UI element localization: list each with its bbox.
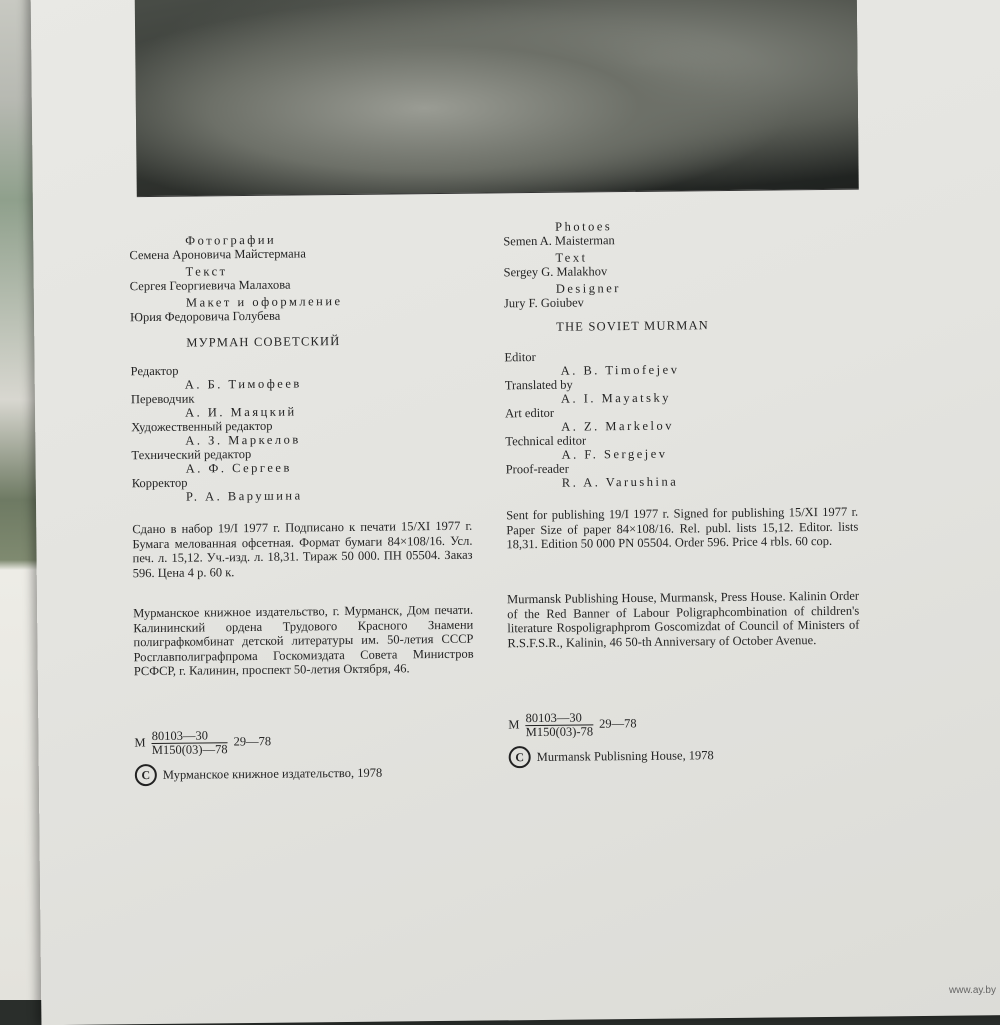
en-book-title: THE SOVIET MURMAN [556, 318, 710, 334]
ru-book-title: МУРМАН СОВЕТСКИЙ [186, 334, 341, 350]
copyright-icon: C [509, 746, 531, 768]
ru-code-prefix: М [134, 735, 146, 750]
en-photos-name: Semen A. Maisterman [503, 233, 615, 249]
en-text-name: Sergey G. Malakhov [503, 264, 608, 280]
en-credit-name: A. F. Sergejev [561, 446, 668, 462]
en-code-bottom: M150(03)-78 [525, 724, 594, 740]
ru-code-fraction [152, 729, 228, 757]
ru-publisher-info: Мурманское книжное издательство, г. Мурманск, Дом печати. Калининский ордена Трудового Красного Знамени полиграфкомбинат детской литературы им. 50-летия СССР Росглавполиграфпрома Госкомиздата Совета Министров РСФСР, г. Калинин, проспект 50-летия Октября, 46. [133, 602, 474, 679]
watermark: www.ay.by [948, 985, 996, 996]
en-credit-role: Translated by [504, 377, 573, 393]
copyright-icon: C [135, 764, 157, 786]
en-designer-heading: Designer [555, 281, 621, 296]
ru-photos-name: Семена Ароновича Майстермана [129, 246, 306, 263]
ru-code-suffix: 29—78 [233, 734, 272, 749]
ru-credit-role: Редактор [130, 363, 179, 379]
ru-copyright [135, 762, 383, 787]
ru-layout-name: Юрия Федоровича Голубева [129, 308, 281, 325]
en-credit-role: Technical editor [505, 433, 587, 449]
ru-catalog-code [134, 729, 271, 757]
ru-credit-name: А. З. Маркелов [185, 432, 301, 448]
ru-copyright-text: Мурманское книжное издательство, 1978 [162, 765, 383, 782]
en-photos-heading: Photoes [555, 219, 613, 234]
ru-credit-role: Переводчик [130, 391, 195, 407]
en-credit-name: A. I. Mayatsky [560, 390, 672, 406]
en-publisher-info: Murmansk Publishing House, Murmansk, Press House. Kalinin Order of the Red Banner of Labour Poligraphcombination of children's literature Rospoligraphprom Goscomizdat of Council of Ministers of R.S.F.S.R., Kalinin, 46 50-th Anniversary of October Avenue. [506, 588, 860, 650]
ru-photos-heading: Фотографии [185, 232, 277, 248]
en-credit-name: A. Z. Markelov [561, 418, 675, 434]
english-column [503, 216, 933, 764]
ru-credit-name: А. Ф. Сергеев [185, 460, 292, 476]
ru-text-heading: Текст [185, 264, 228, 279]
en-designer-name: Jury F. Goiubev [503, 295, 584, 311]
en-credit-name: A. B. Timofejev [560, 362, 680, 378]
en-credit-name: R. A. Varushina [561, 474, 679, 490]
ru-text-name: Сергея Георгиевича Малахова [129, 277, 291, 294]
en-text-heading: Text [555, 250, 588, 265]
en-code-prefix: M [508, 717, 520, 732]
rock-photograph [135, 0, 859, 197]
en-print-info: Sent for publishing 19/I 1977 r. Signed for publishing 15/XI 1977 r. Paper Size of paper 84×108/16. Rel. publ. lists 15,12. Editor. lists 18,31. Edition 50 000 PN 05504. Order 596. Price 4 rbls. 60 cop. [506, 504, 859, 552]
ru-code-bottom: М150(03)—78 [151, 742, 228, 758]
ru-credit-role: Технический редактор [131, 446, 252, 463]
ru-credit-role: Художественный редактор [131, 418, 273, 435]
ru-credit-name: Р. А. Варушина [185, 488, 303, 504]
ru-credit-name: А. Б. Тимофеев [184, 376, 302, 392]
book-page [31, 0, 1000, 1025]
ru-print-info: Сдано в набор 19/I 1977 г. Подписано к печати 15/XI 1977 г. Бумага мелованная офсетная. Формат бумаги 84×108/16. Усл. печ. л. 15,12. Уч.-изд. л. 18,31. Тираж 50 000. ПН 05504. Заказ 596. Цена 4 р. 60 к. [132, 518, 473, 580]
ru-layout-heading: Макет и оформление [185, 294, 343, 310]
ru-credit-role: Корректор [131, 475, 188, 491]
en-copyright [509, 744, 714, 768]
en-credit-role: Art editor [505, 405, 555, 421]
en-code-fraction [525, 711, 593, 739]
ru-credit-name: А. И. Маяцкий [184, 404, 297, 420]
ru-code-top: 80103—30 [152, 729, 228, 744]
en-credit-role: Proof-reader [505, 461, 569, 477]
en-credit-role: Editor [504, 349, 536, 365]
en-copyright-text: Murmansk Publisning House, 1978 [536, 747, 714, 764]
en-code-suffix: 29—78 [599, 716, 637, 731]
en-catalog-code [508, 711, 637, 739]
en-code-top: 80103—30 [525, 711, 593, 726]
